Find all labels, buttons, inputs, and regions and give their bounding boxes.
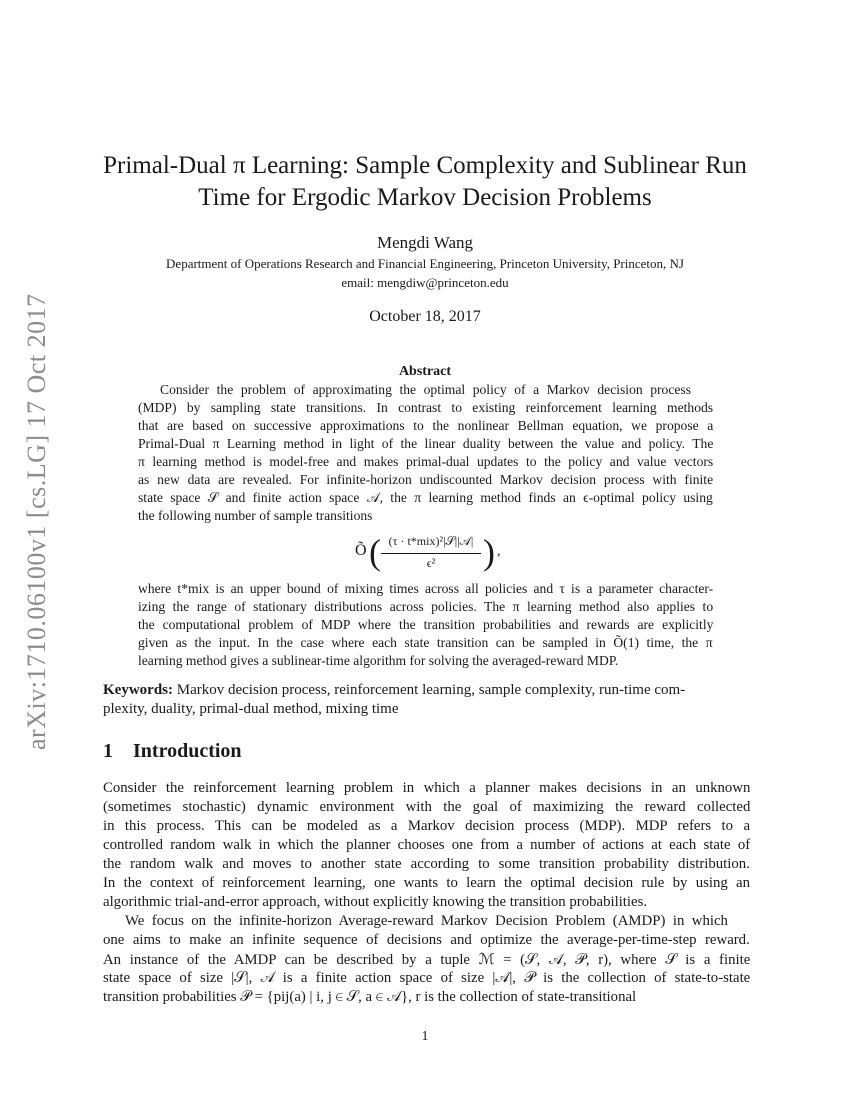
body-line: in this process. This can be modeled as a Markov decision process (MDP). MDP refers to a <box>103 818 751 834</box>
abstract-line: izing the range of stationary distributions across policies. The π learning method also applies to <box>138 599 714 614</box>
author-name: Mengdi Wang <box>376 233 474 252</box>
abstract-line: where t*mix is an upper bound of mixing times across all policies and τ is a parameter character- <box>138 581 714 596</box>
abstract-heading: Abstract <box>398 364 452 379</box>
body-line: controlled random walk in which the planner chooses one from a number of actions at each state of <box>103 837 751 853</box>
abstract-line: the following number of sample transitions <box>138 508 373 523</box>
title-line-2: Time for Ergodic Markov Decision Problems <box>198 184 652 211</box>
body-line: transition probabilities 𝒫 = {pij(a) | i, j ∈ 𝒮, a ∈ 𝒜}, r is the collection of state-transitional <box>103 989 637 1005</box>
abstract-line: learning method gives a sublinear-time algorithm for solving the averaged-reward MDP. <box>138 653 619 668</box>
formula-fraction-bar <box>381 553 481 554</box>
arxiv-stamp-text: arXiv:1710.06100v1 [cs.LG] 17 Oct 2017 <box>22 293 51 750</box>
keywords-label: Keywords: <box>103 682 173 698</box>
formula-suffix: , <box>497 544 501 559</box>
abstract-line: Consider the problem of approximating the optimal policy of a Markov decision process <box>160 382 691 397</box>
abstract-line: (MDP) by sampling state transitions. In contrast to existing reinforcement learning methods <box>138 400 714 415</box>
section-heading-introduction <box>103 740 242 763</box>
author-email: email: mengdiw@princeton.edu <box>341 275 509 290</box>
abstract-line: given as the input. In the case where each state transition can be sampled in Õ(1) time, the π <box>138 635 713 650</box>
abstract-line: state space 𝒮 and finite action space 𝒜, the π learning method finds an ϵ-optimal policy using <box>138 490 713 505</box>
body-line: (sometimes stochastic) dynamic environment with the goal of maximizing the reward collected <box>103 799 751 815</box>
body-line: We focus on the infinite-horizon Average-reward Markov Decision Problem (AMDP) in which <box>125 913 728 929</box>
abstract-line: as new data are revealed. For infinite-horizon undiscounted Markov decision process with finite <box>138 472 714 487</box>
formula-right-paren: ) <box>483 532 495 572</box>
abstract-line: that are based on successive approximations to the nonlinear Bellman equation, we propose a <box>138 418 714 433</box>
body-line: In the context of reinforcement learning, one wants to learn the optimal decision rule by using an <box>103 875 750 891</box>
keywords-line-2: plexity, duality, primal-dual method, mixing time <box>103 701 399 717</box>
body-line: Consider the reinforcement learning problem in which a planner makes decisions in an unknown <box>103 780 751 796</box>
formula-prefix: Õ <box>355 542 367 559</box>
body-line: An instance of the AMDP can be described by a tuple ℳ = (𝒮, 𝒜, 𝒫, r), where 𝒮 is a finite <box>103 952 751 968</box>
page-number: 1 <box>421 1029 429 1044</box>
abstract-line: Primal-Dual π Learning method in light of the linear duality between the value and policy. The <box>138 436 714 451</box>
formula-denominator: ϵ² <box>426 556 436 570</box>
body-line: state space of size |𝒮|, 𝒜 is a finite action space of size |𝒜|, 𝒫 is the collection of state-to-state <box>103 970 751 986</box>
body-line: the random walk and moves to another state according to some transition probability distribution. <box>103 856 750 872</box>
body-line: algorithmic trial-and-error approach, without explicitly knowing the transition probabilities. <box>103 894 648 910</box>
section-number: 1 <box>103 740 113 762</box>
formula-numerator: (τ · t*mix)²|𝒮||𝒜| <box>388 534 474 548</box>
section-title: Introduction <box>133 740 242 762</box>
paper-date: October 18, 2017 <box>369 308 481 325</box>
sample-complexity-formula <box>355 532 515 574</box>
body-line: one aims to make an infinite sequence of decisions and optimize the average-per-time-step reward. <box>103 932 750 948</box>
abstract-line: π learning method is model-free and makes primal-dual updates to the policy and value vectors <box>138 454 714 469</box>
keywords-line-1 <box>103 682 748 699</box>
author-affiliation: Department of Operations Research and Financial Engineering, Princeton University, Princeton, NJ <box>166 256 684 271</box>
formula-left-paren: ( <box>369 532 381 572</box>
abstract-line: the computational problem of MDP where the transition probabilities and rewards are explicitly <box>138 617 714 632</box>
title-line-1: Primal-Dual π Learning: Sample Complexity and Sublinear Run <box>103 152 747 179</box>
paper-title <box>100 150 750 214</box>
keywords-text-1: Markov decision process, reinforcement learning, sample complexity, run-time com- <box>176 682 686 698</box>
